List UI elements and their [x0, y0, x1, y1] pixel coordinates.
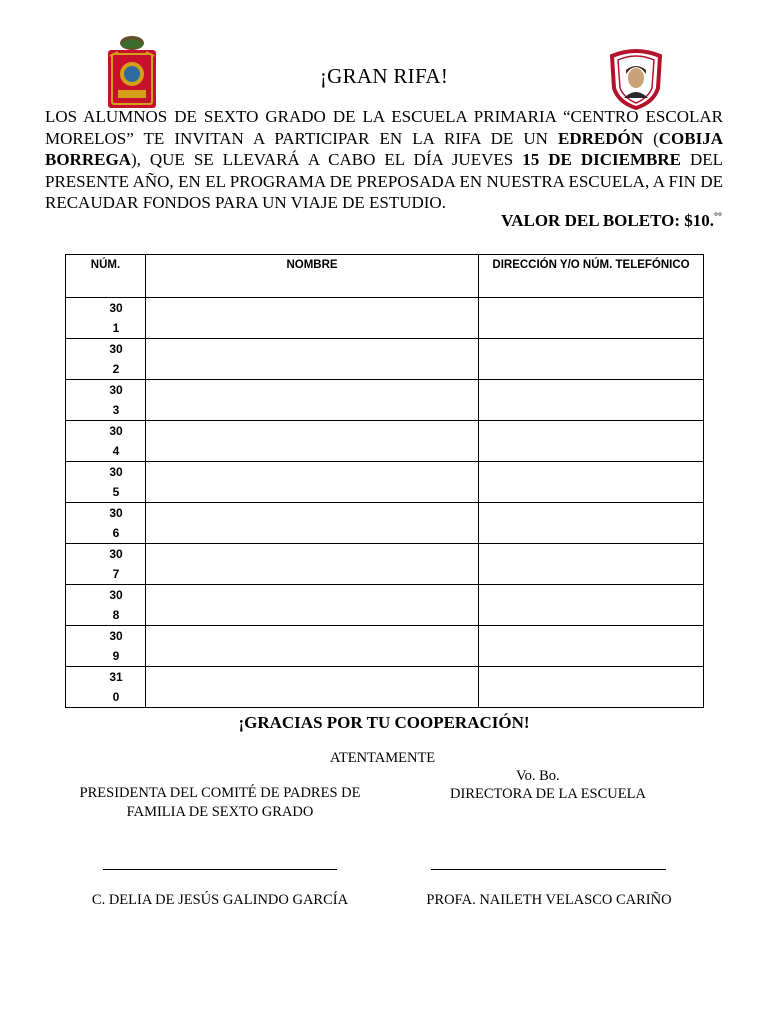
ticket-number-bottom: 7 — [112, 567, 120, 581]
address-phone-cell[interactable] — [479, 462, 704, 503]
table-row — [66, 462, 704, 503]
ticket-number — [66, 667, 146, 708]
left-signer-role — [60, 784, 380, 822]
address-phone-cell[interactable] — [479, 380, 704, 421]
address-phone-cell[interactable] — [479, 298, 704, 339]
ticket-number-bottom: 9 — [112, 649, 120, 663]
table-row — [66, 298, 704, 339]
ticket-number-bottom: 2 — [112, 362, 120, 376]
ticket-number — [66, 503, 146, 544]
ticket-number-top: 30 — [109, 301, 123, 315]
prize-detail: COBIJA BORREGA — [45, 128, 723, 169]
table-row — [66, 503, 704, 544]
ticket-number — [66, 626, 146, 667]
ticket-price — [501, 211, 722, 231]
address-phone-cell[interactable] — [479, 421, 704, 462]
ticket-number-top: 30 — [109, 424, 123, 438]
table-row — [66, 544, 704, 585]
header-name: NOMBRE — [146, 255, 479, 298]
address-phone-cell[interactable] — [479, 626, 704, 667]
address-phone-cell[interactable] — [479, 667, 704, 708]
thanks-heading: ¡GRACIAS POR TU COOPERACIÓN! — [238, 713, 530, 732]
approval-mark: Vo. Bo. — [516, 768, 560, 784]
address-phone-cell[interactable] — [479, 339, 704, 380]
left-signer-name: C. DELIA DE JESÚS GALINDO GARCÍA — [91, 892, 349, 908]
table-row — [66, 339, 704, 380]
ticket-number-top: 30 — [109, 547, 123, 561]
ticket-number-bottom: 4 — [112, 444, 120, 458]
ticket-number — [66, 462, 146, 503]
intro-text-1: LOS ALUMNOS DE SEXTO GRADO DE LA ESCUELA PRIMARIA “CENTRO ESCOLAR MORELOS” TE INVITAN A PARTICIPAR EN LA RIFA DE UN — [45, 107, 723, 148]
raffle-date: 15 DE DICIEMBRE — [522, 150, 681, 169]
ticket-number — [66, 298, 146, 339]
intro-text-2: ( — [643, 128, 659, 148]
left-signature-line — [103, 869, 337, 870]
name-cell[interactable] — [146, 339, 479, 380]
ticket-number-bottom: 1 — [112, 321, 120, 335]
ticket-number-top: 31 — [109, 670, 123, 684]
ticket-price-label: VALOR DEL BOLETO: $10. — [501, 211, 714, 230]
ticket-number-bottom: 0 — [112, 690, 120, 704]
ticket-number-bottom: 8 — [112, 608, 120, 622]
name-cell[interactable] — [146, 667, 479, 708]
table-row — [66, 380, 704, 421]
table-row — [66, 421, 704, 462]
left-role-line-2: FAMILIA DE SEXTO GRADO — [126, 804, 314, 820]
name-cell[interactable] — [146, 585, 479, 626]
right-signer-role: DIRECTORA DE LA ESCUELA — [450, 786, 646, 802]
intro-text-3: ), QUE SE LLEVARÁ A CABO EL DÍA JUEVES — [130, 150, 523, 169]
ticket-number-bottom: 6 — [112, 526, 120, 540]
name-cell[interactable] — [146, 380, 479, 421]
raffle-table — [65, 254, 704, 708]
table-row — [66, 626, 704, 667]
name-cell[interactable] — [146, 544, 479, 585]
ticket-number-top: 30 — [109, 465, 123, 479]
table-row — [66, 667, 704, 708]
ticket-number — [66, 380, 146, 421]
name-cell[interactable] — [146, 298, 479, 339]
ticket-number-top: 30 — [109, 629, 123, 643]
name-cell[interactable] — [146, 421, 479, 462]
ticket-number — [66, 544, 146, 585]
prize-name: EDREDÓN — [558, 128, 644, 148]
right-signer-name: PROFA. NAILETH VELASCO CARIÑO — [426, 892, 672, 908]
ticket-number-bottom: 3 — [112, 403, 120, 417]
address-phone-cell[interactable] — [479, 503, 704, 544]
ticket-number-bottom: 5 — [112, 485, 120, 499]
address-phone-cell[interactable] — [479, 585, 704, 626]
right-signature-line — [431, 869, 666, 870]
address-phone-cell[interactable] — [479, 544, 704, 585]
ticket-price-superscript: °° — [714, 211, 722, 223]
table-header-row — [66, 255, 704, 298]
page-title: ¡GRAN RIFA! — [319, 64, 449, 88]
ticket-number-top: 30 — [109, 506, 123, 520]
ticket-number-top: 30 — [109, 342, 123, 356]
intro-text-4: DEL PRESENTE AÑO, EN EL PROGRAMA DE PREPOSADA EN NUESTRA ESCUELA, A FIN DE RECAUDAR FONDOS PARA UN VIAJE DE ESTUDIO. — [45, 150, 724, 212]
table-row — [66, 585, 704, 626]
name-cell[interactable] — [146, 462, 479, 503]
ticket-number-top: 30 — [109, 383, 123, 397]
closing-word: ATENTAMENTE — [330, 750, 436, 766]
header-address-phone: DIRECCIÓN Y/O NÚM. TELEFÓNICO — [479, 255, 704, 298]
header-num: NÚM. — [66, 255, 146, 298]
name-cell[interactable] — [146, 626, 479, 667]
name-cell[interactable] — [146, 503, 479, 544]
ticket-number — [66, 421, 146, 462]
invitation-paragraph — [45, 106, 723, 214]
ticket-number — [66, 585, 146, 626]
ticket-number — [66, 339, 146, 380]
left-role-line-1: PRESIDENTA DEL COMITÉ DE PADRES DE — [79, 785, 361, 801]
ticket-number-top: 30 — [109, 588, 123, 602]
